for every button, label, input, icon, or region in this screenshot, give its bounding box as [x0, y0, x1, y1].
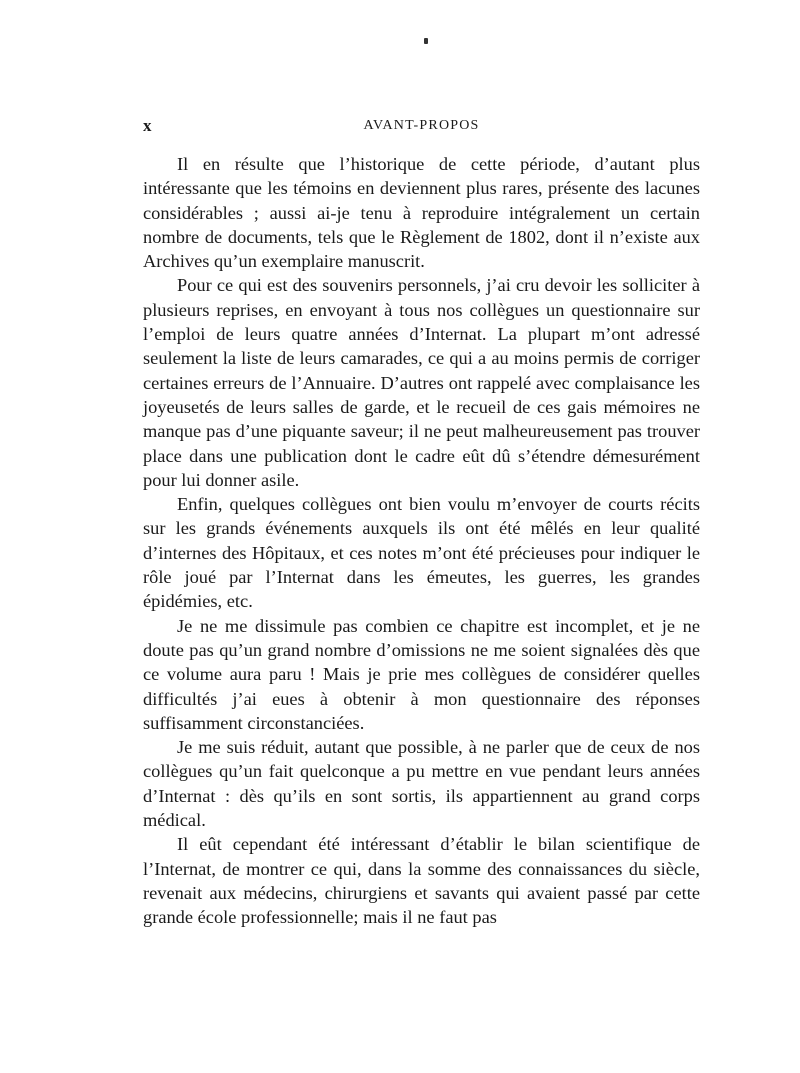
paragraph: Je me suis réduit, autant que possible, à ne parler que de ceux de nos collègues qu’un fait quelconque a pu mettre en vue pendant leurs années d’Internat : dès qu’ils en sont sortis, ils appartiennent au grand corps médical. — [143, 737, 700, 831]
paragraph: Il en résulte que l’historique de cette période, d’autant plus intéressante que les témoins en deviennent plus rares, présente des lacunes considérables ; aussi ai-je tenu à reproduire intégralement un certain nombre de documents, tels que le Règlement de 1802, dont il n’existe aux Archives qu’un exemplaire manuscrit. — [143, 154, 700, 272]
paragraph: Il eût cependant été intéressant d’établir le bilan scientifique de l’Internat, de montrer ce qui, dans la somme des connaissances du siècle, revenait aux médecins, chirurgiens et savants qui avaient passé par cette grande école professionnelle; mais il ne faut pas — [143, 834, 700, 928]
paragraph: Enfin, quelques collègues ont bien voulu m’envoyer de courts récits sur les grands événements auxquels ils ont été mêlés en leur qualité d’internes des Hôpitaux, et ces notes m’ont été précieuses pour indiquer le rôle joué par l’Internat dans les émeutes, les guerres, les grandes épidémies, etc. — [143, 494, 700, 612]
paragraph: Je ne me dissimule pas combien ce chapitre est incomplet, et je ne doute pas qu’un grand nombre d’omissions ne me soient signalées dès que ce volume aura paru ! Mais je prie mes collègues de considérer quelles difficultés j’ai eues à obtenir à mon questionnaire des réponses suffisamment circonstanciées. — [143, 615, 700, 733]
paragraph: Pour ce qui est des souvenirs personnels, j’ai cru devoir les solliciter à plusieurs reprises, en envoyant à tous nos collègues un questionnaire sur l’emploi de leurs quatre années d’Internat. La plupart m’ont adressé seulement la liste de leurs camarades, ce qui a au moins permis de corriger certaines erreurs de l’Annuaire. D’autres ont rappelé avec complaisance les joyeusetés de leurs salles de garde, et le recueil de ces gais mémoires ne manque pas d’une piquante saveur; il ne peut malheureusement pas trouver place dans une publication dont le cadre eût dû s’étendre démesurément pour lui donner asile. — [143, 275, 700, 490]
running-head: AVANT-PROPOS — [363, 118, 480, 133]
page-number: x — [143, 116, 153, 135]
ink-speck — [424, 38, 428, 44]
page-header — [143, 116, 700, 140]
body-text — [143, 152, 700, 930]
